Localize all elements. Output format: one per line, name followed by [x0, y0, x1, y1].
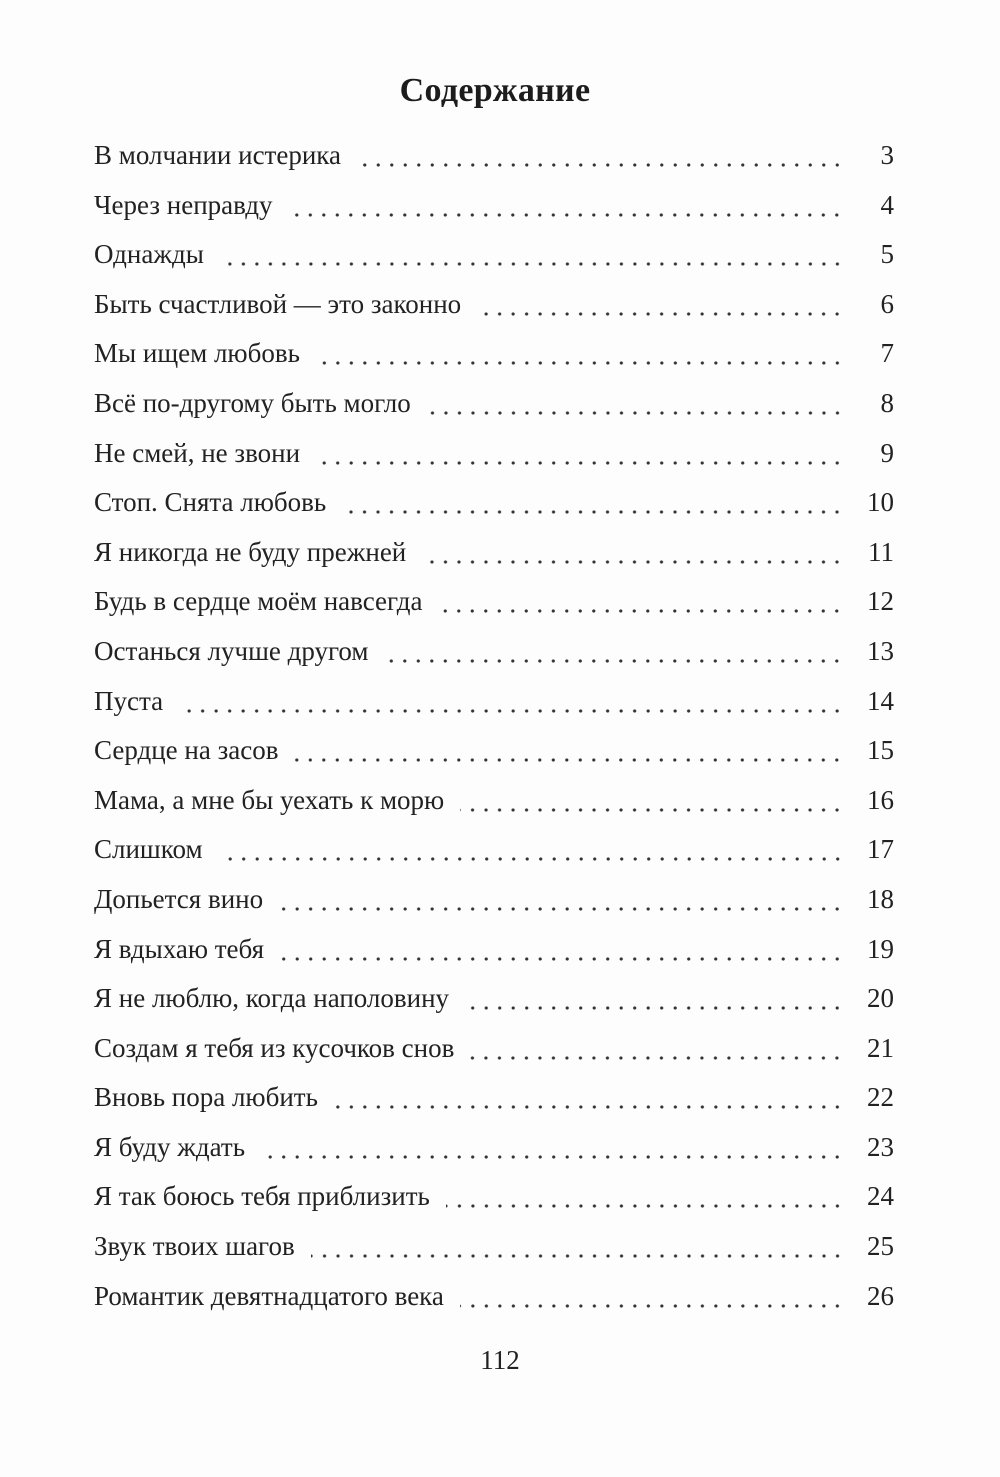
toc-entry-title: Не смей, не звони — [94, 437, 301, 468]
dot-leader — [316, 440, 844, 466]
toc-entry — [94, 386, 894, 436]
dot-leader — [465, 985, 844, 1011]
dot-leader — [288, 192, 844, 218]
dot-leader — [460, 1283, 844, 1309]
dot-leader — [179, 688, 844, 714]
dot-leader — [477, 291, 844, 317]
toc-entry — [94, 882, 894, 932]
toc-entry — [94, 287, 894, 337]
toc-entry-page: 20 — [867, 983, 894, 1014]
toc-entry-title: Я буду ждать — [94, 1131, 246, 1162]
dot-leader — [219, 836, 844, 862]
toc-entry — [94, 1229, 894, 1279]
dot-leader — [342, 489, 844, 515]
toc-entry-page: 15 — [867, 735, 894, 766]
toc-entry-title: Сердце на засов — [94, 735, 279, 766]
dot-leader — [357, 142, 844, 168]
toc-entry-page: 8 — [880, 387, 894, 418]
toc-entry-page: 12 — [867, 586, 894, 617]
toc-entry-page: 22 — [867, 1082, 894, 1113]
toc-entry-title: Я так боюсь тебя приблизить — [94, 1181, 430, 1212]
toc-entry — [94, 336, 894, 386]
dot-leader — [470, 1035, 844, 1061]
toc-entry-page: 21 — [867, 1032, 894, 1063]
toc-entry-title: В молчании истерика — [94, 140, 341, 170]
toc-entry-title: Быть счастливой — это законно — [94, 288, 462, 319]
toc-entry — [94, 1031, 894, 1081]
dot-leader — [261, 1134, 844, 1160]
toc-entry-title: Будь в сердце моём навсегда — [94, 586, 423, 617]
toc-entry-page: 24 — [867, 1181, 894, 1212]
toc-entry-page: 6 — [880, 288, 894, 319]
table-of-contents — [94, 138, 894, 1328]
toc-entry-page: 13 — [867, 635, 894, 666]
toc-entry-title: Мама, а мне бы уехать к морю — [94, 784, 445, 815]
toc-entry-page: 5 — [880, 239, 894, 270]
dot-leader — [334, 1084, 844, 1110]
toc-entry-page: 26 — [867, 1280, 894, 1311]
toc-entry-page: 11 — [868, 536, 894, 567]
dot-leader — [279, 886, 844, 912]
toc-entry — [94, 981, 894, 1031]
toc-entry-page: 19 — [867, 933, 894, 964]
toc-entry-title: Всё по-другому быть могло — [94, 387, 411, 418]
toc-entry-page: 14 — [867, 685, 894, 716]
toc-entry-title: Создам я тебя из кусочков снов — [94, 1032, 455, 1063]
toc-entry-page: 16 — [867, 784, 894, 815]
toc-entry — [94, 237, 894, 287]
dot-leader — [460, 787, 844, 813]
toc-entry — [94, 535, 894, 585]
toc-entry-title: Вновь пора любить — [94, 1082, 318, 1113]
toc-entry — [94, 584, 894, 634]
toc-entry-title: Пуста — [94, 685, 164, 716]
dot-leader — [446, 1183, 844, 1209]
toc-entry-title: Романтик девятнадцатого века — [94, 1280, 444, 1311]
toc-entry-page: 4 — [880, 189, 894, 220]
dot-leader — [438, 588, 844, 614]
dot-leader — [311, 1233, 844, 1259]
toc-entry-title: Я вдыхаю тебя — [94, 933, 265, 964]
dot-leader — [422, 539, 844, 565]
toc-entry — [94, 783, 894, 833]
toc-entry-page: 9 — [880, 437, 894, 468]
toc-entry — [94, 436, 894, 486]
toc-entry — [94, 1080, 894, 1130]
toc-entry — [94, 1179, 894, 1229]
toc-entry-title: Однажды — [94, 239, 204, 270]
toc-entry — [94, 1279, 894, 1329]
toc-entry — [94, 733, 894, 783]
toc-entry-title: Я никогда не буду прежней — [94, 536, 407, 567]
dot-leader — [220, 241, 844, 267]
toc-entry-page: 25 — [867, 1231, 894, 1262]
toc-entry — [94, 138, 894, 188]
dot-leader — [280, 936, 844, 962]
toc-entry-title: Стоп. Снята любовь — [94, 487, 327, 518]
toc-entry-title: Через неправду — [94, 189, 273, 220]
toc-entry-title: Мы ищем любовь — [94, 338, 300, 369]
toc-entry-title: Я не люблю, когда наполовину — [94, 983, 450, 1014]
toc-entry — [94, 684, 894, 734]
toc-entry-title: Допьется вино — [94, 883, 264, 914]
toc-entry — [94, 485, 894, 535]
toc-entry-page: 7 — [880, 338, 894, 369]
toc-entry — [94, 932, 894, 982]
toc-entry — [94, 832, 894, 882]
toc-entry — [94, 1130, 894, 1180]
dot-leader — [427, 390, 844, 416]
dot-leader — [316, 340, 844, 366]
dot-leader — [384, 638, 844, 664]
dot-leader — [294, 737, 844, 763]
toc-entry — [94, 188, 894, 238]
toc-entry-title: Слишком — [94, 834, 203, 865]
toc-entry-page: 23 — [867, 1131, 894, 1162]
toc-entry-title: Звук твоих шагов — [94, 1231, 295, 1262]
toc-entry-page: 17 — [867, 834, 894, 865]
toc-entry-page: 18 — [867, 883, 894, 914]
toc-entry-page: 10 — [867, 487, 894, 518]
page-title: Содержание — [399, 72, 591, 109]
page-number: 112 — [480, 1345, 520, 1375]
toc-entry-page: 3 — [880, 140, 894, 170]
toc-entry-title: Останься лучше другом — [94, 635, 369, 666]
toc-entry — [94, 634, 894, 684]
